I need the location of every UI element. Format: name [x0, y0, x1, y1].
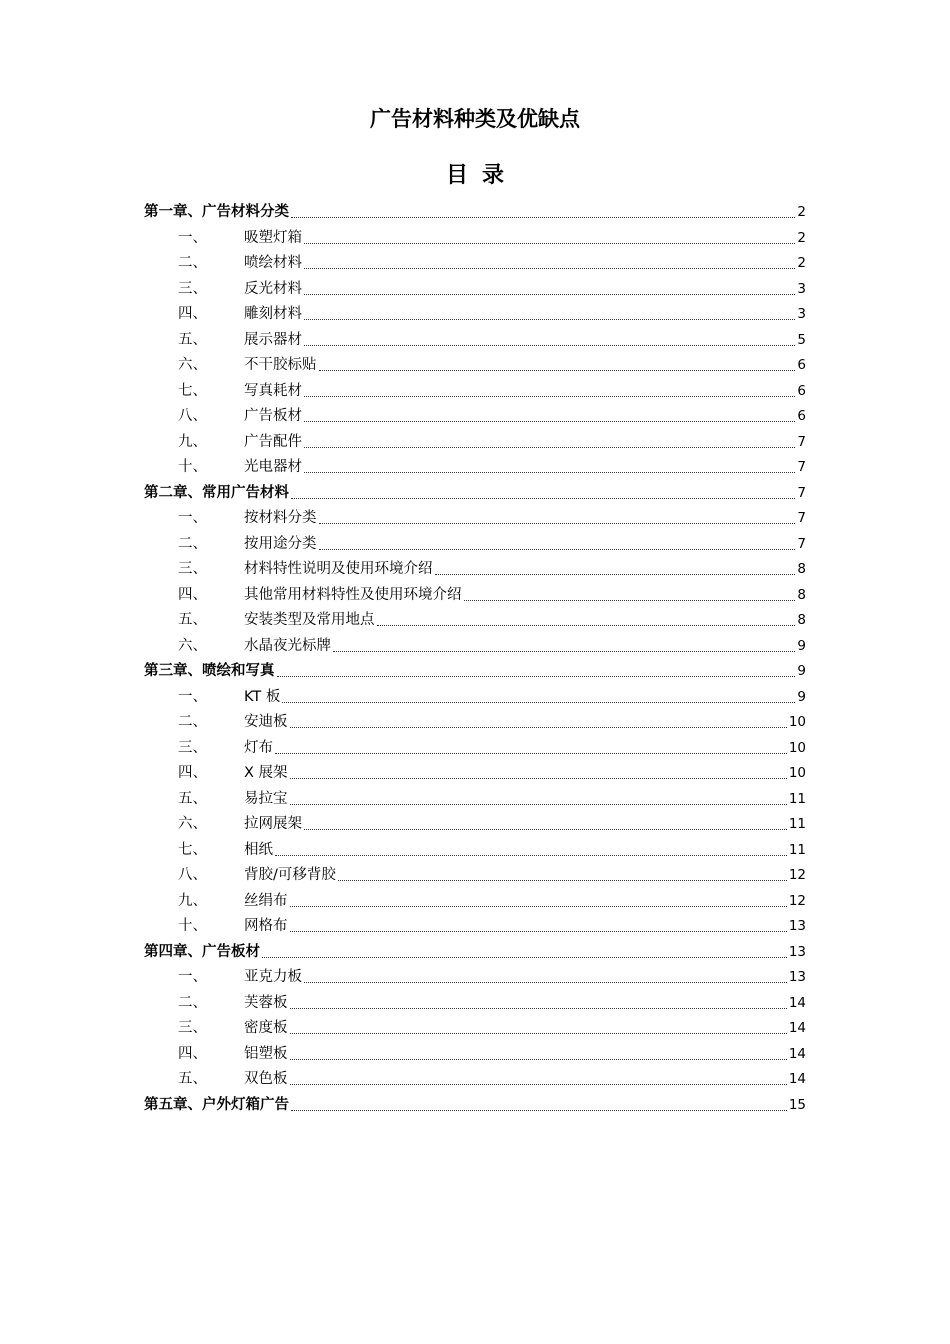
toc-page-number: 11 — [788, 841, 806, 858]
toc-leader-dots — [319, 523, 796, 524]
toc-item-label: 密度板 — [244, 1020, 288, 1036]
toc-page-number: 13 — [788, 943, 806, 960]
toc-item-label: 材料特性说明及使用环境介绍 — [244, 561, 433, 577]
toc-item-number: 四、 — [178, 306, 207, 322]
toc-leader-dots — [338, 880, 787, 881]
toc-leader-dots — [304, 396, 795, 397]
toc-page-number: 3 — [797, 280, 806, 297]
toc-leader-dots — [290, 1033, 787, 1034]
toc-leader-dots — [304, 982, 787, 983]
toc-item-label: 亚克力板 — [244, 969, 302, 985]
toc-item-entry[interactable] — [144, 838, 806, 864]
toc-item-number: 一、 — [178, 688, 207, 705]
toc-leader-dots — [290, 727, 787, 728]
toc-item-label: 展示器材 — [244, 331, 302, 348]
document-title: 广告材料种类及优缺点 — [370, 107, 580, 131]
toc-item-label: 安装类型及常用地点 — [244, 612, 375, 628]
toc-item-entry[interactable] — [144, 1067, 806, 1093]
toc-leader-dots — [304, 829, 787, 830]
toc-item-entry[interactable] — [144, 761, 806, 787]
toc-item-label: 双色板 — [244, 1071, 288, 1087]
toc-item-entry[interactable] — [144, 1016, 806, 1042]
toc-page-number: 13 — [788, 918, 806, 934]
toc-page-number: 9 — [797, 637, 806, 654]
toc-item-number: 一、 — [178, 969, 207, 985]
toc-item-label: 网格布 — [244, 918, 288, 934]
toc-heading: 目录 — [445, 163, 518, 188]
toc-item-label: 其他常用材料特性及使用环境介绍 — [244, 586, 462, 603]
toc-item-entry[interactable] — [144, 506, 806, 532]
toc-page-number: 11 — [788, 816, 806, 832]
toc-item-label: 相纸 — [244, 841, 273, 858]
toc-page-number: 6 — [797, 408, 806, 424]
toc-leader-dots — [304, 319, 795, 320]
toc-item-label: 不干胶标贴 — [244, 357, 317, 373]
toc-item-entry[interactable] — [144, 608, 806, 634]
toc-item-entry[interactable] — [144, 557, 806, 583]
toc-page-number: 9 — [797, 663, 806, 679]
toc-item-number: 三、 — [178, 280, 207, 297]
toc-item-entry[interactable] — [144, 404, 806, 430]
toc-item-number: 八、 — [178, 408, 207, 424]
toc-item-number: 四、 — [178, 765, 207, 781]
toc-item-number: 三、 — [178, 561, 207, 577]
toc-item-number: 八、 — [178, 867, 207, 883]
toc-item-entry[interactable] — [144, 226, 806, 252]
toc-item-entry[interactable] — [144, 430, 806, 456]
toc-item-label: 光电器材 — [244, 459, 302, 475]
toc-leader-dots — [291, 217, 795, 218]
toc-chapter-label: 第五章、户外灯箱广告 — [144, 1096, 289, 1113]
toc-chapter-entry[interactable] — [144, 481, 806, 507]
toc-item-entry[interactable] — [144, 863, 806, 889]
toc-item-number: 六、 — [178, 637, 207, 654]
toc-page-number: 2 — [797, 229, 806, 246]
toc-item-number: 二、 — [178, 535, 207, 552]
toc-item-entry[interactable] — [144, 965, 806, 991]
toc-leader-dots — [304, 421, 795, 422]
toc-leader-dots — [262, 957, 787, 958]
toc-item-label: 灯布 — [244, 739, 273, 756]
toc-item-label: 广告配件 — [244, 433, 302, 450]
toc-leader-dots — [319, 549, 796, 550]
toc-page-number: 7 — [797, 459, 806, 475]
toc-page-number: 7 — [797, 484, 806, 501]
toc-leader-dots — [277, 676, 796, 677]
toc-chapter-entry[interactable] — [144, 1093, 806, 1119]
toc-page-number: 10 — [788, 739, 806, 756]
toc-leader-dots — [290, 1008, 787, 1009]
toc-item-number: 五、 — [178, 1071, 207, 1087]
toc-page-number: 8 — [797, 561, 806, 577]
toc-item-entry[interactable] — [144, 991, 806, 1017]
toc-item-entry[interactable] — [144, 379, 806, 405]
toc-page-number: 7 — [797, 433, 806, 450]
toc-item-entry[interactable] — [144, 812, 806, 838]
toc-item-label: 喷绘材料 — [244, 255, 302, 271]
table-of-contents — [144, 200, 806, 1118]
toc-item-entry[interactable] — [144, 736, 806, 762]
toc-page-number: 14 — [788, 1020, 806, 1036]
toc-item-number: 九、 — [178, 433, 207, 450]
toc-leader-dots — [333, 651, 795, 652]
toc-leader-dots — [290, 931, 787, 932]
toc-item-label: 易拉宝 — [244, 790, 288, 807]
toc-item-label: 吸塑灯箱 — [244, 229, 302, 246]
toc-item-number: 二、 — [178, 714, 207, 730]
toc-item-label: 写真耗材 — [244, 382, 302, 399]
toc-item-number: 六、 — [178, 816, 207, 832]
toc-page-number: 7 — [797, 535, 806, 552]
toc-leader-dots — [290, 1084, 787, 1085]
toc-leader-dots — [435, 574, 796, 575]
toc-page-number: 12 — [788, 867, 806, 883]
toc-item-entry[interactable] — [144, 1042, 806, 1068]
toc-leader-dots — [282, 702, 795, 703]
toc-chapter-entry[interactable] — [144, 659, 806, 685]
toc-page-number: 8 — [797, 586, 806, 603]
toc-item-number: 九、 — [178, 892, 207, 909]
toc-item-label: 铝塑板 — [244, 1045, 288, 1062]
toc-item-label: 拉网展架 — [244, 816, 302, 832]
toc-chapter-entry[interactable] — [144, 940, 806, 966]
toc-item-entry[interactable] — [144, 787, 806, 813]
toc-page-number: 6 — [797, 382, 806, 399]
toc-leader-dots — [290, 1059, 787, 1060]
toc-page-number: 14 — [788, 994, 806, 1011]
toc-item-number: 五、 — [178, 612, 207, 628]
toc-page-number: 5 — [797, 331, 806, 348]
toc-chapter-entry[interactable] — [144, 200, 806, 226]
toc-item-label: KT 板 — [244, 688, 281, 705]
toc-leader-dots — [304, 345, 795, 346]
toc-item-entry[interactable] — [144, 583, 806, 609]
toc-item-number: 三、 — [178, 1020, 207, 1036]
toc-item-label: X 展架 — [244, 765, 288, 781]
toc-page-number: 9 — [797, 688, 806, 705]
toc-item-number: 五、 — [178, 331, 207, 348]
toc-item-label: 水晶夜光标牌 — [244, 637, 331, 654]
toc-leader-dots — [290, 906, 787, 907]
toc-leader-dots — [304, 243, 795, 244]
toc-item-label: 丝绢布 — [244, 892, 288, 909]
toc-leader-dots — [290, 778, 787, 779]
toc-item-number: 七、 — [178, 841, 207, 858]
toc-chapter-label: 第一章、广告材料分类 — [144, 204, 289, 220]
toc-page-number: 14 — [788, 1045, 806, 1062]
toc-item-entry[interactable] — [144, 532, 806, 558]
toc-page-number: 10 — [788, 765, 806, 781]
toc-item-number: 一、 — [178, 229, 207, 246]
toc-item-number: 二、 — [178, 994, 207, 1011]
toc-leader-dots — [304, 447, 795, 448]
toc-page-number: 12 — [788, 892, 806, 909]
toc-item-label: 安迪板 — [244, 714, 288, 730]
toc-item-entry[interactable] — [144, 914, 806, 940]
toc-leader-dots — [275, 855, 787, 856]
toc-item-number: 七、 — [178, 382, 207, 399]
toc-item-number: 六、 — [178, 357, 207, 373]
toc-item-entry[interactable] — [144, 634, 806, 660]
toc-item-entry[interactable] — [144, 328, 806, 354]
toc-item-entry[interactable] — [144, 685, 806, 711]
toc-page-number: 8 — [797, 612, 806, 628]
toc-item-number: 十、 — [178, 459, 207, 475]
toc-chapter-label: 第二章、常用广告材料 — [144, 484, 289, 501]
toc-item-number: 十、 — [178, 918, 207, 934]
toc-chapter-label: 第三章、喷绘和写真 — [144, 663, 275, 679]
toc-leader-dots — [304, 472, 795, 473]
toc-page-number: 7 — [797, 510, 806, 526]
toc-item-label: 按材料分类 — [244, 510, 317, 526]
toc-page-number: 2 — [797, 204, 806, 220]
toc-item-entry[interactable] — [144, 302, 806, 328]
toc-page-number: 14 — [788, 1071, 806, 1087]
toc-item-number: 四、 — [178, 1045, 207, 1062]
toc-page-number: 6 — [797, 357, 806, 373]
toc-page-number: 15 — [788, 1096, 806, 1113]
toc-page-number: 3 — [797, 306, 806, 322]
toc-leader-dots — [319, 370, 796, 371]
toc-item-label: 雕刻材料 — [244, 306, 302, 322]
toc-item-label: 广告板材 — [244, 408, 302, 424]
toc-leader-dots — [291, 498, 795, 499]
toc-page-number: 2 — [797, 255, 806, 271]
toc-leader-dots — [275, 753, 787, 754]
toc-leader-dots — [464, 600, 796, 601]
toc-page-number: 13 — [788, 969, 806, 985]
toc-page-number: 10 — [788, 714, 806, 730]
toc-item-label: 反光材料 — [244, 280, 302, 297]
toc-item-entry[interactable] — [144, 455, 806, 481]
toc-leader-dots — [290, 804, 787, 805]
toc-item-number: 二、 — [178, 255, 207, 271]
toc-item-number: 一、 — [178, 510, 207, 526]
toc-item-number: 四、 — [178, 586, 207, 603]
toc-item-entry[interactable] — [144, 251, 806, 277]
toc-leader-dots — [291, 1110, 787, 1111]
toc-item-label: 按用途分类 — [244, 535, 317, 552]
toc-leader-dots — [304, 268, 795, 269]
toc-item-label: 背胶/可移背胶 — [244, 867, 336, 883]
toc-item-entry[interactable] — [144, 889, 806, 915]
toc-leader-dots — [377, 625, 796, 626]
toc-item-entry[interactable] — [144, 277, 806, 303]
toc-chapter-label: 第四章、广告板材 — [144, 943, 260, 960]
toc-item-entry[interactable] — [144, 710, 806, 736]
toc-page-number: 11 — [788, 790, 806, 807]
toc-item-number: 五、 — [178, 790, 207, 807]
toc-item-label: 芙蓉板 — [244, 994, 288, 1011]
toc-item-entry[interactable] — [144, 353, 806, 379]
toc-leader-dots — [304, 294, 795, 295]
toc-item-number: 三、 — [178, 739, 207, 756]
